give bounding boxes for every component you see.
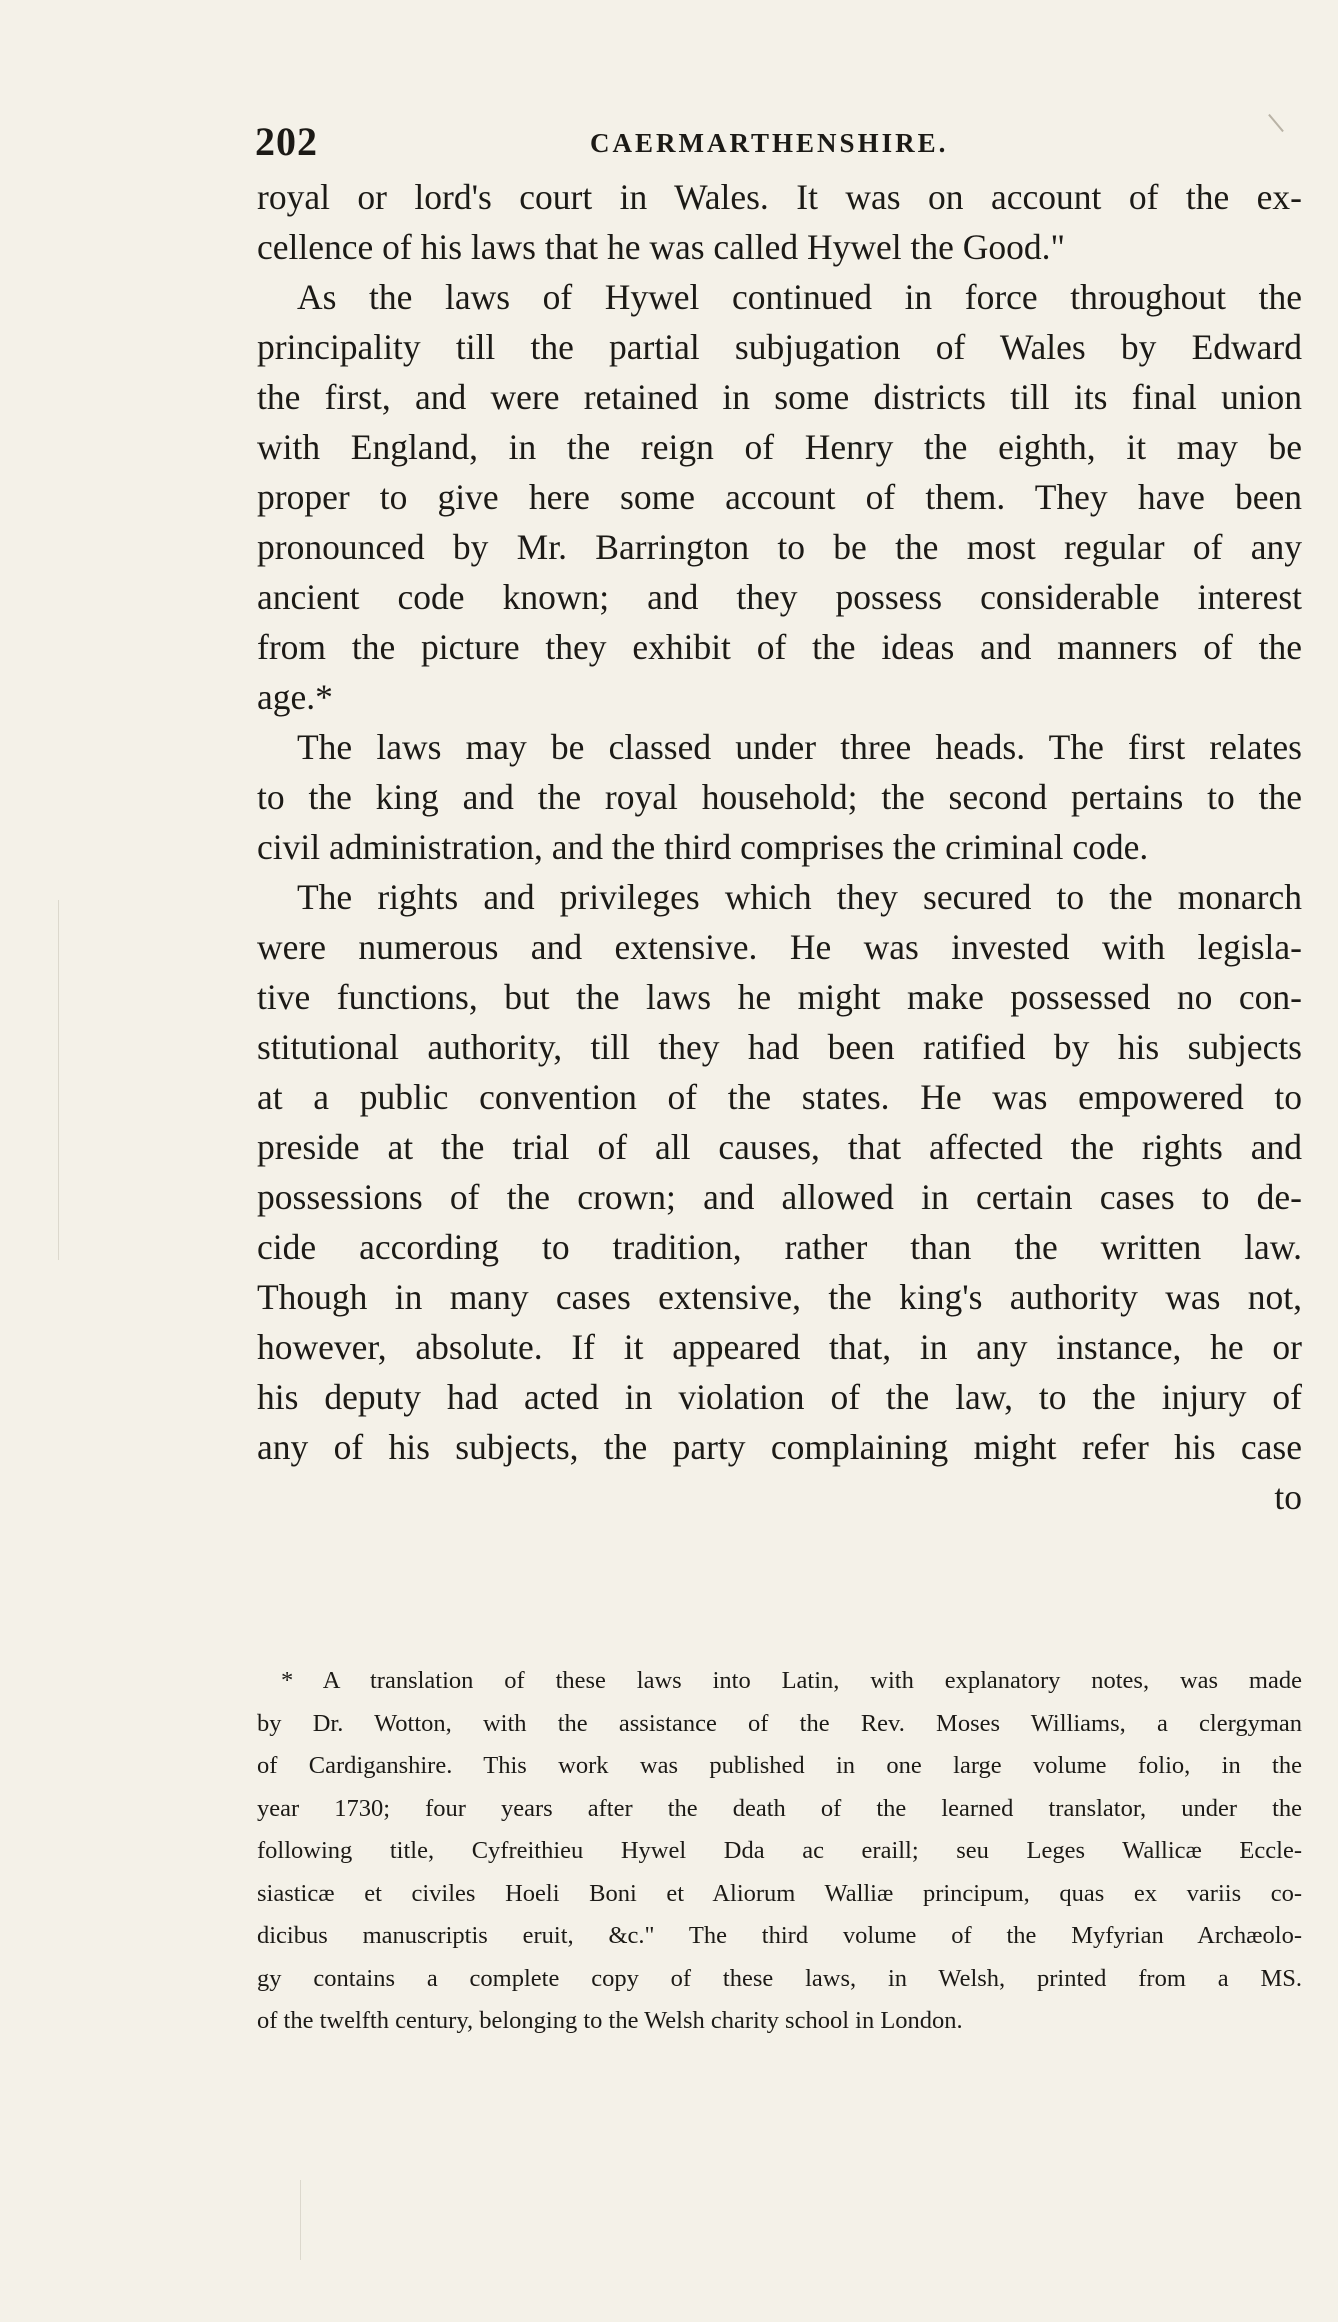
- page-number: 202: [255, 119, 318, 164]
- footnote-line: of the twelfth century, belonging to the Welsh charity school in London.: [257, 2007, 963, 2034]
- margin-mark: [300, 2180, 301, 2260]
- text-line: preside at the trial of all causes, that affected the rights and: [257, 1127, 1302, 1167]
- text-line: As the laws of Hywel continued in force throughout the: [297, 277, 1302, 317]
- text-line: from the picture they exhibit of the ideas and manners of the: [257, 627, 1302, 667]
- text-line: proper to give here some account of them. They have been: [257, 477, 1302, 517]
- text-line: at a public convention of the states. He was empowered to: [257, 1077, 1302, 1117]
- footnote-line: gy contains a complete copy of these laws, in Welsh, printed from a MS.: [257, 1964, 1302, 1992]
- text-line: the first, and were retained in some districts till its final union: [257, 377, 1302, 417]
- footnote-line: of Cardiganshire. This work was published in one large volume folio, in the: [257, 1752, 1302, 1779]
- text-line: pronounced by Mr. Barrington to be the most regular of any: [257, 527, 1302, 567]
- text-line: stitutional authority, till they had been ratified by his subjects: [257, 1027, 1302, 1067]
- catchword: to: [1274, 1477, 1302, 1517]
- text-line: The rights and privileges which they secured to the monarch: [297, 877, 1302, 917]
- page-header: [255, 118, 1300, 168]
- footnote-line: following title, Cyfreithieu Hywel Dda ac eraill; seu Leges Wallicæ Eccle-: [257, 1837, 1302, 1864]
- footnote-line: dicibus manuscriptis eruit, &c." The third volume of the Myfyrian Archæolo-: [257, 1922, 1302, 1949]
- text-line: cellence of his laws that he was called Hywel the Good.": [257, 227, 1066, 267]
- text-line: ancient code known; and they possess considerable interest: [257, 577, 1302, 617]
- footnote-line: * A translation of these laws into Latin, with explanatory notes, was made: [281, 1667, 1302, 1694]
- body-text: [257, 172, 1302, 1522]
- text-line: any of his subjects, the party complaining might refer his case: [257, 1427, 1302, 1467]
- footnote-line: by Dr. Wotton, with the assistance of the Rev. Moses Williams, a clergyman: [257, 1709, 1302, 1737]
- text-line: to the king and the royal household; the second pertains to the: [257, 777, 1302, 817]
- text-line: were numerous and extensive. He was invested with legisla-: [257, 927, 1302, 967]
- text-line: Though in many cases extensive, the king's authority was not,: [257, 1277, 1302, 1317]
- running-head: CAERMARTHENSHIRE.: [590, 128, 949, 158]
- footnote-line: year 1730; four years after the death of the learned translator, under the: [257, 1794, 1302, 1822]
- text-line: civil administration, and the third comprises the criminal code.: [257, 827, 1149, 867]
- footnote-line: siasticæ et civiles Hoeli Boni et Aliorum Walliæ principum, quas ex variis co-: [257, 1879, 1302, 1907]
- text-line: cide according to tradition, rather than the written law.: [257, 1227, 1302, 1267]
- text-line: principality till the partial subjugation of Wales by Edward: [257, 327, 1302, 367]
- text-line: tive functions, but the laws he might make possessed no con-: [257, 977, 1302, 1017]
- margin-mark: [58, 900, 59, 1260]
- text-line: however, absolute. If it appeared that, in any instance, he or: [257, 1327, 1302, 1367]
- text-line: royal or lord's court in Wales. It was on account of the ex-: [257, 177, 1302, 217]
- text-line: with England, in the reign of Henry the eighth, it may be: [257, 427, 1302, 467]
- footnote: [257, 1660, 1302, 2043]
- text-line: The laws may be classed under three heads. The first relates: [297, 727, 1302, 767]
- text-line: possessions of the crown; and allowed in certain cases to de-: [257, 1177, 1302, 1217]
- text-line: his deputy had acted in violation of the law, to the injury of: [257, 1377, 1302, 1417]
- text-line: age.*: [257, 677, 333, 717]
